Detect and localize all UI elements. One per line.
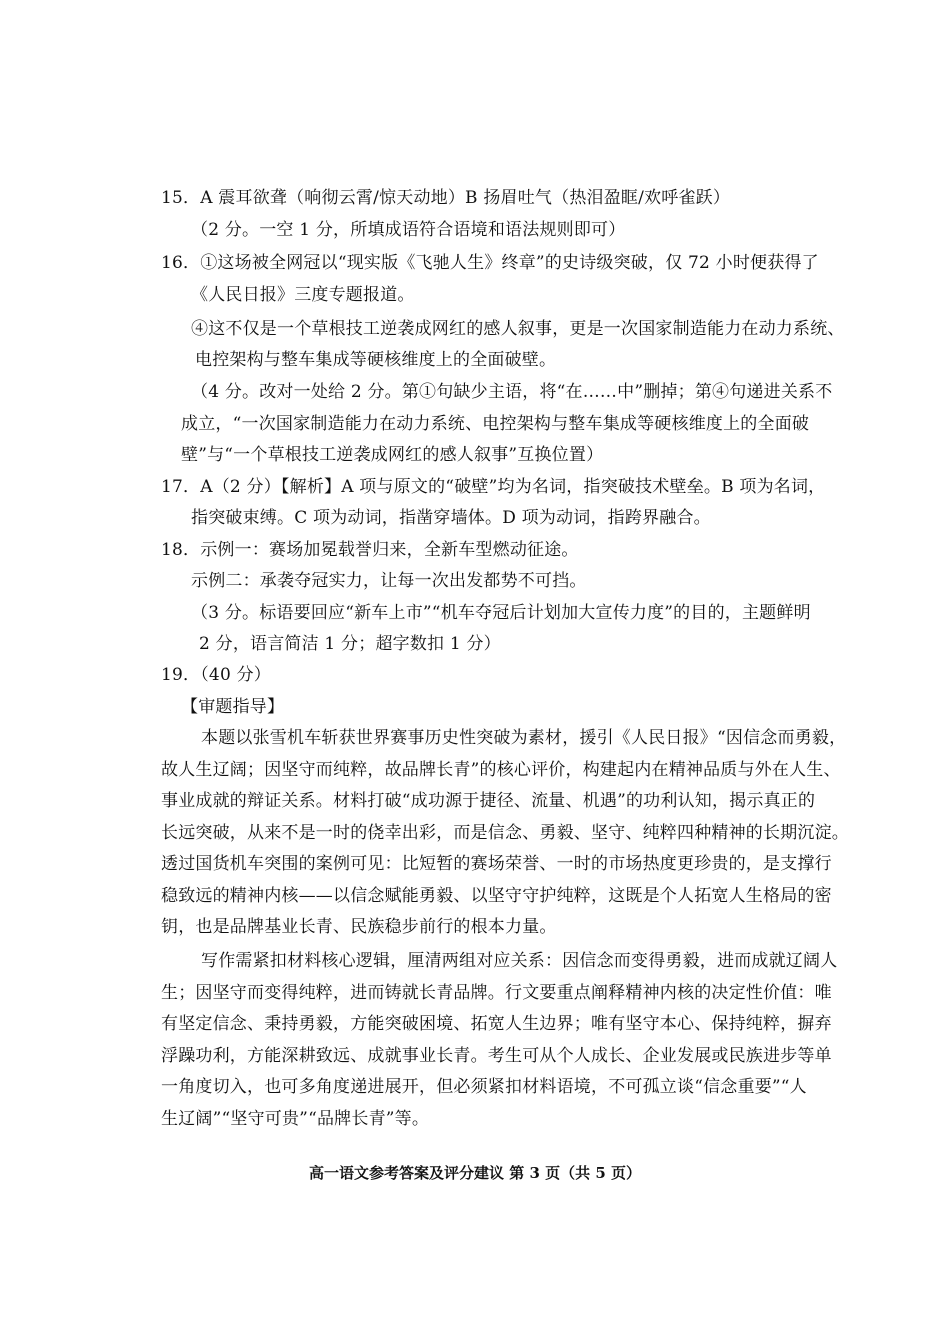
q19-p1-line: 钥，也是品牌基业长青、民族稳步前行的根本力量。 xyxy=(161,917,557,937)
q16-line-1: 16．①这场被全网冠以“现实版《飞驰人生》终章”的史诗级突破，仅 72 小时便获得了 xyxy=(161,253,819,273)
q19-p2-line: 一角度切入，也可多角度递进展开，但必须紧扣材料语境，不可孤立谈“信念重要”“人 xyxy=(161,1077,807,1097)
page-footer: 高一语文参考答案及评分建议 第 3 页（共 5 页） xyxy=(309,1164,641,1182)
q19-p1-line: 故人生辽阔；因坚守而纯粹，故品牌长青”的核心评价，构建起内在精神品质与外在人生、 xyxy=(161,760,841,780)
q16-line-6: 成立，“一次国家制造能力在动力系统、电控架构与整车集成等硬核维度上的全面破 xyxy=(181,414,810,434)
q16-line-2: 《人民日报》三度专题报道。 xyxy=(191,285,415,305)
q17-line-2: 指突破束缚。C 项为动词，指凿穿墙体。D 项为动词，指跨界融合。 xyxy=(191,508,711,528)
q15-line-2: （2 分。一空 1 分，所填成语符合语境和语法规则即可） xyxy=(191,220,626,240)
q19-p2-line: 写作需紧扣材料核心逻辑，厘清两组对应关系：因信念而变得勇毅，进而成就辽阔人 xyxy=(201,951,838,971)
q18-line-1: 18．示例一：赛场加冕载誉归来，全新车型燃动征途。 xyxy=(161,540,579,560)
q19-p2-line: 生；因坚守而变得纯粹，进而铸就长青品牌。行文要重点阐释精神内核的决定性价值：唯 xyxy=(161,983,832,1003)
q19-p2-line: 浮躁功利，方能深耕致远、成就事业长青。考生可从个人成长、企业发展或民族进步等单 xyxy=(161,1046,832,1066)
q19-p1-line: 事业成就的辩证关系。材料打破“成功源于捷径、流量、机遇”的功利认知，揭示真正的 xyxy=(161,791,816,811)
q17-line-1: 17．A（2 分）【解析】A 项与原文的“破壁”均为名词，指突破技术壁垒。B 项为名词， xyxy=(161,477,826,497)
q16-line-7: 壁”与“一个草根技工逆袭成网红的感人叙事”互换位置） xyxy=(181,445,604,465)
q19-heading: 【审题指导】 xyxy=(181,697,285,717)
q16-line-4: 电控架构与整车集成等硬核维度上的全面破壁。 xyxy=(195,350,557,370)
q19-p1-line: 长远突破，从来不是一时的侥幸出彩，而是信念、勇毅、坚守、纯粹四种精神的长期沉淀。 xyxy=(161,823,849,843)
q18-line-3: （3 分。标语要回应“新车上市”“机车夺冠后计划加大宣传力度”的目的，主题鲜明 xyxy=(191,603,811,623)
q19-p2-line: 有坚定信念、秉持勇毅，方能突破困境、拓宽人生边界；唯有坚守本心、保持纯粹，摒弃 xyxy=(161,1014,832,1034)
q19-p1-line: 本题以张雪机车斩获世界赛事历史性突破为素材，援引《人民日报》“因信念而勇毅， xyxy=(201,728,847,748)
q19-line-1: 19．（40 分） xyxy=(161,665,271,685)
q18-line-4: 2 分，语言简洁 1 分；超字数扣 1 分） xyxy=(199,634,501,654)
q18-line-2: 示例二：承袭夺冠实力，让每一次出发都势不可挡。 xyxy=(191,571,587,591)
q19-p2-line: 生辽阔”“坚守可贵”“品牌长青”等。 xyxy=(161,1109,430,1129)
q15-line-1: 15．A 震耳欲聋（响彻云霄/惊天动地）B 扬眉吐气（热泪盈眶/欢呼雀跃） xyxy=(161,188,731,208)
q16-line-3: ④这不仅是一个草根技工逆袭成网红的感人叙事，更是一次国家制造能力在动力系统、 xyxy=(191,319,845,339)
q19-p1-line: 透过国货机车突围的案例可见：比短暂的赛场荣誉、一时的市场热度更珍贵的，是支撑行 xyxy=(161,854,832,874)
q19-p1-line: 稳致远的精神内核——以信念赋能勇毅、以坚守守护纯粹，这既是个人拓宽人生格局的密 xyxy=(161,886,832,906)
q16-line-5: （4 分。改对一处给 2 分。第①句缺少主语，将“在……中”删掉；第④句递进关系不 xyxy=(191,382,833,402)
